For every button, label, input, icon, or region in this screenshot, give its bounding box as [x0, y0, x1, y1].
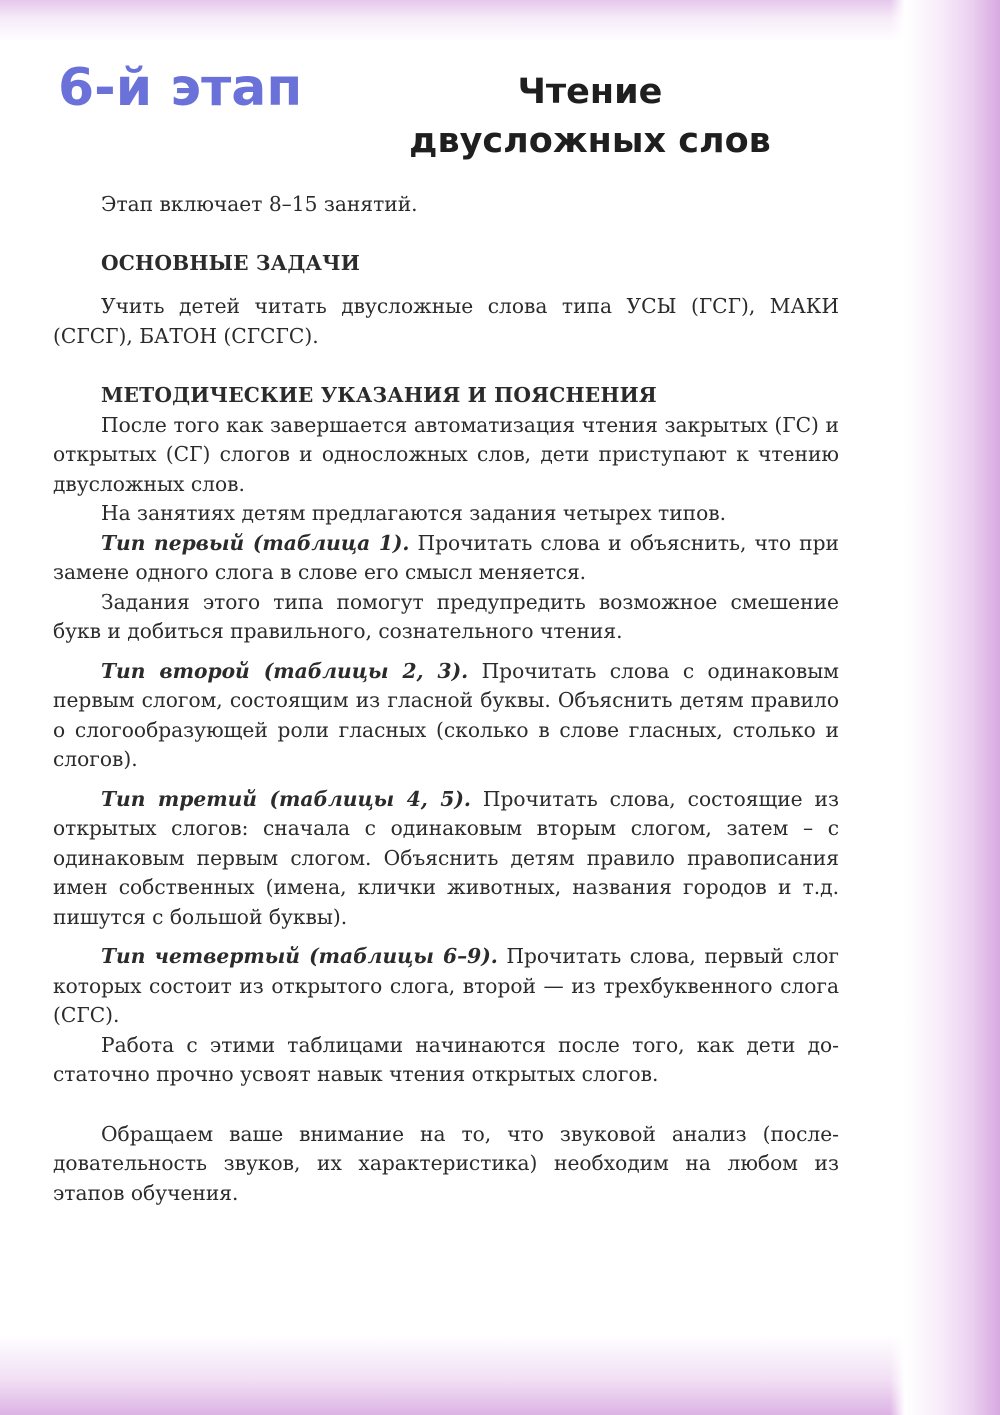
type-4-lead: Тип четвертый (таблицы 6–9). — [101, 944, 498, 968]
work-note-paragraph: Работа с этими таблицами начинаются после того, как дети достаточно прочно усвоят навык чтения открытых слогов. — [53, 1032, 839, 1086]
tasks-heading: ОСНОВНЫЕ ЗАДАЧИ — [101, 250, 361, 275]
type-3-paragraph — [53, 785, 839, 933]
page-title — [370, 68, 810, 166]
type-2-text: Прочитать слова с одинаковым первым слогом, состоящим из гласной буквы. Объяснить детям правило о слогообразующей роли гласных (сколько в слове гласных, столько и слогов). — [53, 658, 839, 771]
type-2-lead: Тип второй (таблицы 2, 3). — [101, 658, 469, 683]
type-4-text: Прочитать слова, первый слог которых состоит из открытого слога, второй — из трехбуквенного слога (СГС). — [53, 944, 839, 1027]
intro-paragraph: Этап включает 8–15 занятий. — [101, 192, 418, 216]
type-1-paragraph — [53, 529, 839, 588]
type-3-text: Прочитать слова, состоящие из открытых слогов: сначала с одинаковым вторым слогом, затем – с одинаковым первым слогом. Объяснить детям правило правописания имен собственных (имена, клички животных, названия городов и т.д. пишутся с большой буквы). — [53, 786, 839, 929]
type-4-paragraph — [53, 942, 839, 1031]
tasks-paragraph: Учить детей читать двусложные слова типа УСЫ (ГСГ), МАКИ (СГСГ), БАТОН (СГСГС). — [53, 294, 839, 348]
guidelines-paragraph-1: После того как завершается автоматизация чтения закрытых (ГС) и открытых (СГ) слогов и односложных слов, дети приступают к чтению двусложных слов. — [53, 412, 839, 496]
guidelines-heading: МЕТОДИЧЕСКИЕ УКАЗАНИЯ И ПОЯСНЕНИЯ — [101, 383, 657, 407]
page-title-line-1: Чтение — [517, 72, 663, 112]
stage-label: 6-й этап — [58, 58, 303, 118]
type-2-paragraph — [53, 657, 839, 775]
type-1-lead: Тип первый (таблица 1). — [101, 530, 410, 555]
page-content — [53, 190, 839, 1208]
page-title-line-2: двусложных слов — [409, 121, 771, 161]
guidelines-paragraph-2: На занятиях детям предлагаются задания четырех типов. — [101, 501, 727, 525]
closing-paragraph: Обращаем ваше внимание на то, что звуковой анализ (последовательность звуков, их характеристика) необходим на любом из этапов обучения. — [53, 1121, 839, 1205]
type-1-note: Задания этого типа помогут предупредить возможное смешение букв и добиться правильного, сознательного чтения. — [53, 589, 839, 643]
type-1-text: Прочитать слова и объяснить, что при замене одного слога в слове его смысл меняется. — [53, 530, 840, 584]
type-3-lead: Тип третий (таблицы 4, 5). — [101, 786, 471, 811]
